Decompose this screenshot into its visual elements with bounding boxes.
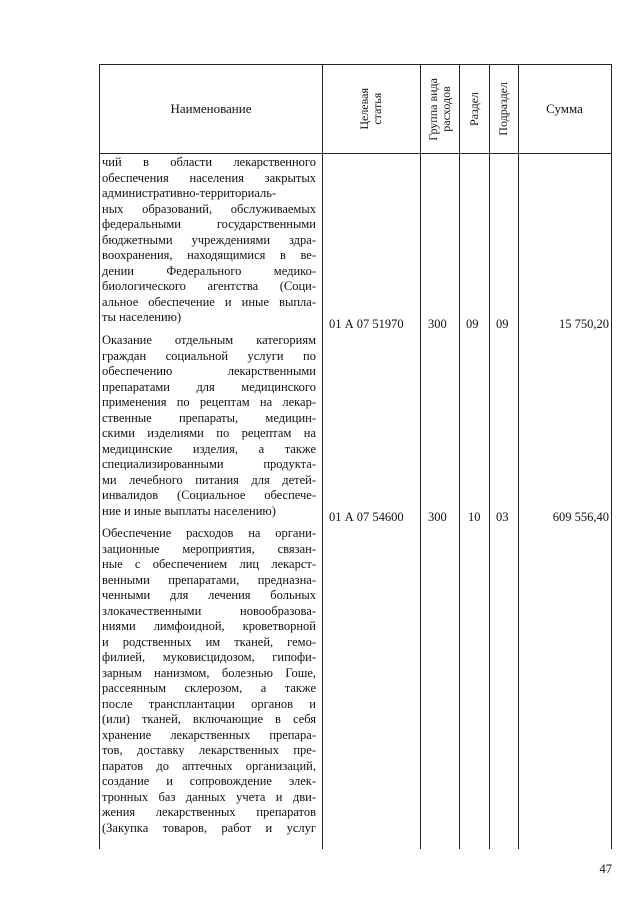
row-line: чий в области лекарственного xyxy=(102,155,316,169)
header-name: Наименование xyxy=(170,101,252,116)
header-name-cell xyxy=(100,65,322,153)
row-line: ственные препараты, медицин- xyxy=(102,410,316,425)
row-line: ниями лимфоидной, кроветворной xyxy=(102,619,316,633)
row-1-section: 09 xyxy=(466,317,479,331)
row-line: применения по рецептам на лекар- xyxy=(102,395,316,409)
header-target-cell xyxy=(322,65,420,153)
row-line: ми лечебного питания для детей- xyxy=(102,472,316,487)
row-2-target: 01 А 07 54600 xyxy=(329,510,404,524)
header-section: Раздел xyxy=(466,92,481,126)
row-2-group: 300 xyxy=(428,510,447,524)
row-line: административно-территориаль- xyxy=(102,186,277,200)
row-line: биологического агентства (Соци- xyxy=(102,279,316,293)
row-2-subsection: 03 xyxy=(496,510,509,524)
row-line: создание и сопровождение элек- xyxy=(102,774,316,788)
row-line: тов, доставку лекарственных пре- xyxy=(102,743,316,757)
row-line: зационные мероприятия, связан- xyxy=(102,541,316,556)
row-line: рассеянным склерозом, а также xyxy=(102,681,316,695)
row-2-section: 10 xyxy=(468,510,481,524)
col-divider xyxy=(420,65,421,849)
header-subsection: Подраздел xyxy=(496,82,510,136)
row-line: воохранения, находящимися в ве- xyxy=(102,248,316,262)
row-line: ты населению) xyxy=(102,310,182,324)
col-divider xyxy=(322,65,323,849)
row-line: и родственных им тканей, гемо- xyxy=(102,634,316,649)
row-line: ных образований, обслуживаемых xyxy=(102,201,316,216)
row-line: ние и иные выплаты населению) xyxy=(102,503,276,518)
row-name-2 xyxy=(102,333,316,519)
row-line: филией, муковисцидозом, гипофи- xyxy=(102,650,316,664)
header-group-cell xyxy=(420,65,459,153)
row-line: скими изделиями по рецептам на xyxy=(102,426,316,440)
row-line: тронных баз данных учета и дви- xyxy=(102,789,316,804)
row-line: зарным нанизмом, болезнью Гоше, xyxy=(102,665,316,680)
row-line: бюджетными учреждениями здра- xyxy=(102,232,316,247)
row-line: Оказание отдельным категориям xyxy=(102,333,316,347)
header-sum: Сумма xyxy=(546,101,583,116)
row-line: ные с обеспечением лиц лекарст- xyxy=(102,557,316,571)
row-line: паратов до аптечных организаций, xyxy=(102,758,316,773)
row-1-sum: 15 750,20 xyxy=(559,317,609,331)
row-line: инвалидов (Социальное обеспече- xyxy=(102,488,316,502)
row-line: злокачественными новообразова- xyxy=(102,603,316,618)
header-target: Целевая статья xyxy=(357,88,384,130)
header-divider xyxy=(100,153,611,154)
row-line: альное обеспечение и иные выпла- xyxy=(102,294,316,309)
header-sum-cell xyxy=(518,65,611,153)
page-number: 47 xyxy=(599,862,612,876)
row-line: граждан социальной услуги по xyxy=(102,348,316,363)
row-1-target: 01 А 07 51970 xyxy=(329,317,404,331)
header-subsection-cell xyxy=(489,65,518,153)
row-name-1 xyxy=(102,155,316,326)
row-line: (Закупка товаров, работ и услуг xyxy=(102,820,316,835)
row-line: после трансплантации органов и xyxy=(102,696,316,711)
row-line: венными препаратами, предназна- xyxy=(102,572,316,587)
row-line: хранение лекарственных препара- xyxy=(102,727,316,742)
row-2-sum: 609 556,40 xyxy=(552,510,609,524)
row-1-subsection: 09 xyxy=(496,317,509,331)
header-section-cell xyxy=(459,65,489,153)
col-divider xyxy=(518,65,519,849)
header-group: Группа вида расходов xyxy=(425,77,453,141)
row-line: (или) тканей, включающие в себя xyxy=(102,712,316,726)
row-line: специализированными продукта- xyxy=(102,457,316,471)
row-line: медицинские изделия, а также xyxy=(102,441,316,456)
row-line: дении Федерального медико- xyxy=(102,263,316,278)
budget-table xyxy=(99,64,612,849)
row-line: ченными для лечения больных xyxy=(102,588,316,602)
row-line: жения лекарственных препаратов xyxy=(102,805,316,819)
row-line: обеспечению лекарственными xyxy=(102,364,316,378)
row-line: препаратами для медицинского xyxy=(102,379,316,394)
row-line: Обеспечение расходов на органи- xyxy=(102,526,316,540)
col-divider xyxy=(459,65,460,849)
row-line: федеральными государственными xyxy=(102,217,316,231)
row-line: обеспечения населения закрытых xyxy=(102,170,316,185)
col-divider xyxy=(489,65,490,849)
row-name-3 xyxy=(102,526,316,836)
row-1-group: 300 xyxy=(428,317,447,331)
